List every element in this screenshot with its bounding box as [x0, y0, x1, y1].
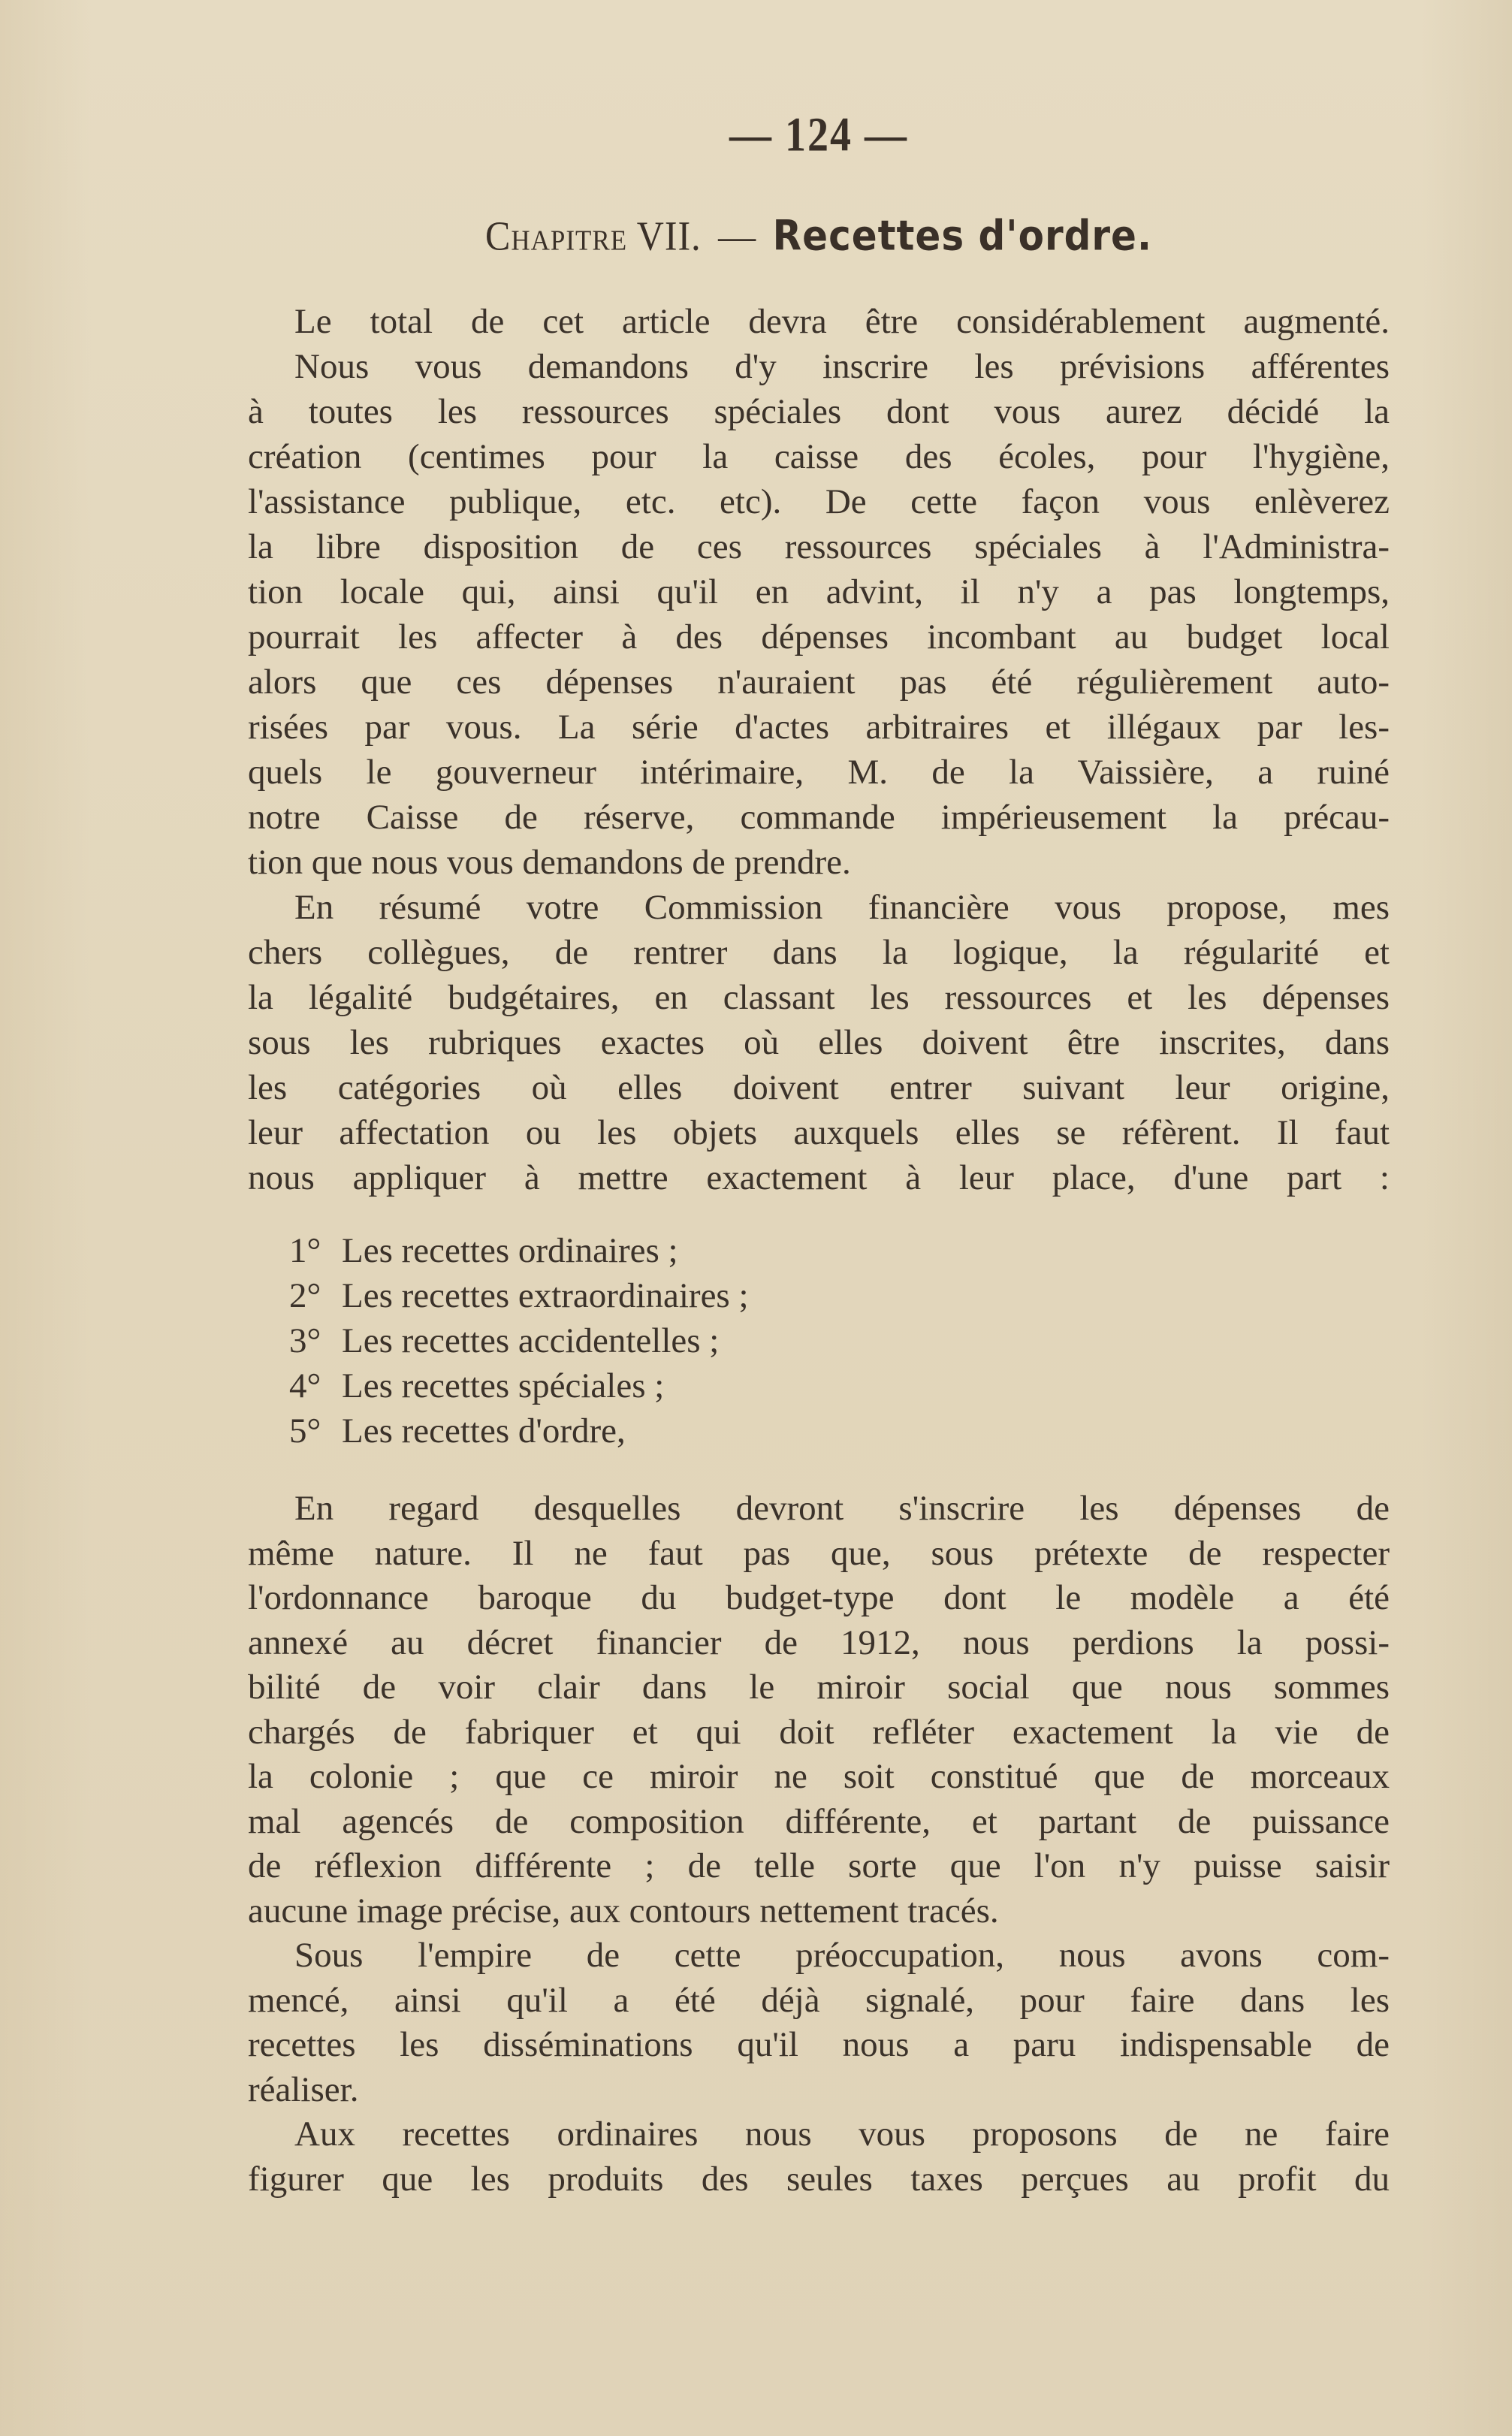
list-item: [289, 1318, 749, 1363]
list-item-number: 2°: [289, 1276, 321, 1315]
text-line: alors que ces dépenses n'auraient pas été régulièrement auto-: [248, 663, 1390, 702]
list-item: [289, 1273, 749, 1318]
list-item-text: Les recettes accidentelles ;: [342, 1321, 720, 1360]
text-line: la légalité budgétaires, en classant les ressources et les dépenses: [248, 978, 1390, 1017]
text-line: réaliser.: [248, 2069, 359, 2109]
text-line: quels le gouverneur intérimaire, M. de la Vaissière, a ruiné: [248, 753, 1390, 792]
text-line: l'ordonnance baroque du budget-type dont le modèle a été: [248, 1578, 1390, 1617]
text-line: mal agencés de composition différente, et partant de puissance: [248, 1801, 1390, 1841]
list-item-text: Les recettes extraordinaires ;: [342, 1276, 749, 1315]
list-item-number: 1°: [289, 1231, 321, 1270]
text-line: tion que nous vous demandons de prendre.: [248, 843, 851, 882]
chapter-title: Recettes d'ordre.: [772, 212, 1152, 260]
text-line: chers collègues, de rentrer dans la logique, la régularité et: [248, 933, 1390, 972]
text-line: l'assistance publique, etc. etc). De cette façon vous enlèverez: [248, 482, 1390, 521]
list-item-number: 5°: [289, 1411, 321, 1450]
text-line: les catégories où elles doivent entrer suivant leur origine,: [248, 1068, 1390, 1107]
text-line: annexé au décret financier de 1912, nous perdions la possi-: [248, 1622, 1390, 1662]
text-line: risées par vous. La série d'actes arbitraires et illégaux par les-: [248, 708, 1390, 747]
text-line: la libre disposition de ces ressources spéciales à l'Administra-: [248, 527, 1390, 566]
recettes-list: [289, 1228, 749, 1453]
list-item-number: 4°: [289, 1366, 321, 1405]
text-line: aucune image précise, aux contours nettement tracés.: [248, 1891, 999, 1930]
text-line: nous appliquer à mettre exactement à leur place, d'une part :: [248, 1158, 1390, 1197]
text-line: tion locale qui, ainsi qu'il en advint, il n'y a pas longtemps,: [248, 572, 1390, 611]
text-line: mencé, ainsi qu'il a été déjà signalé, pour faire dans les: [248, 1980, 1390, 2020]
text-line: la colonie ; que ce miroir ne soit constitué que de morceaux: [248, 1757, 1390, 1796]
text-line: à toutes les ressources spéciales dont vous aurez décidé la: [248, 392, 1390, 431]
text-line: notre Caisse de réserve, commande impérieusement la précau-: [248, 798, 1390, 837]
text-line: En regard desquelles devront s'inscrire les dépenses de: [294, 1489, 1390, 1528]
text-line: En résumé votre Commission financière vous propose, mes: [294, 888, 1390, 927]
text-line: même nature. Il ne faut pas que, sous prétexte de respecter: [248, 1533, 1390, 1573]
text-line: recettes les disséminations qu'il nous a paru indispensable de: [248, 2025, 1390, 2064]
list-item-text: Les recettes spéciales ;: [342, 1366, 665, 1405]
text-line: pourrait les affecter à des dépenses incombant au budget local: [248, 617, 1390, 657]
chapter-heading: [248, 212, 1390, 260]
list-item-number: 3°: [289, 1321, 321, 1360]
text-line: Sous l'empire de cette préoccupation, nous avons com-: [294, 1936, 1390, 1975]
chapter-label: Chapitre VII.: [485, 213, 702, 259]
list-item: [289, 1408, 749, 1453]
text-line: Le total de cet article devra être considérablement augmenté.: [294, 302, 1390, 341]
page-number: — 124 —: [729, 108, 908, 162]
list-item-text: Les recettes d'ordre,: [342, 1411, 626, 1450]
text-line: création (centimes pour la caisse des écoles, pour l'hygiène,: [248, 437, 1390, 476]
text-line: sous les rubriques exactes où elles doivent être inscrites, dans: [248, 1023, 1390, 1062]
section-2-text: [248, 1486, 1390, 2201]
list-item-text: Les recettes ordinaires ;: [342, 1231, 678, 1270]
text-line: Nous vous demandons d'y inscrire les prévisions afférentes: [294, 347, 1390, 386]
text-line: Aux recettes ordinaires nous vous proposons de ne faire: [294, 2115, 1390, 2154]
text-line: de réflexion différente ; de telle sorte que l'on n'y puisse saisir: [248, 1846, 1390, 1885]
text-line: bilité de voir clair dans le miroir social que nous sommes: [248, 1668, 1390, 1707]
text-line: leur affectation ou les objets auxquels elles se réfèrent. Il faut: [248, 1113, 1390, 1152]
text-line: chargés de fabriquer et qui doit refléter exactement la vie de: [248, 1712, 1390, 1752]
chapter-separator: —: [718, 213, 756, 259]
list-item: [289, 1363, 749, 1408]
section-1-text: [248, 299, 1390, 1200]
text-line: figurer que les produits des seules taxes perçues au profit du: [248, 2159, 1390, 2199]
list-item: [289, 1228, 749, 1273]
